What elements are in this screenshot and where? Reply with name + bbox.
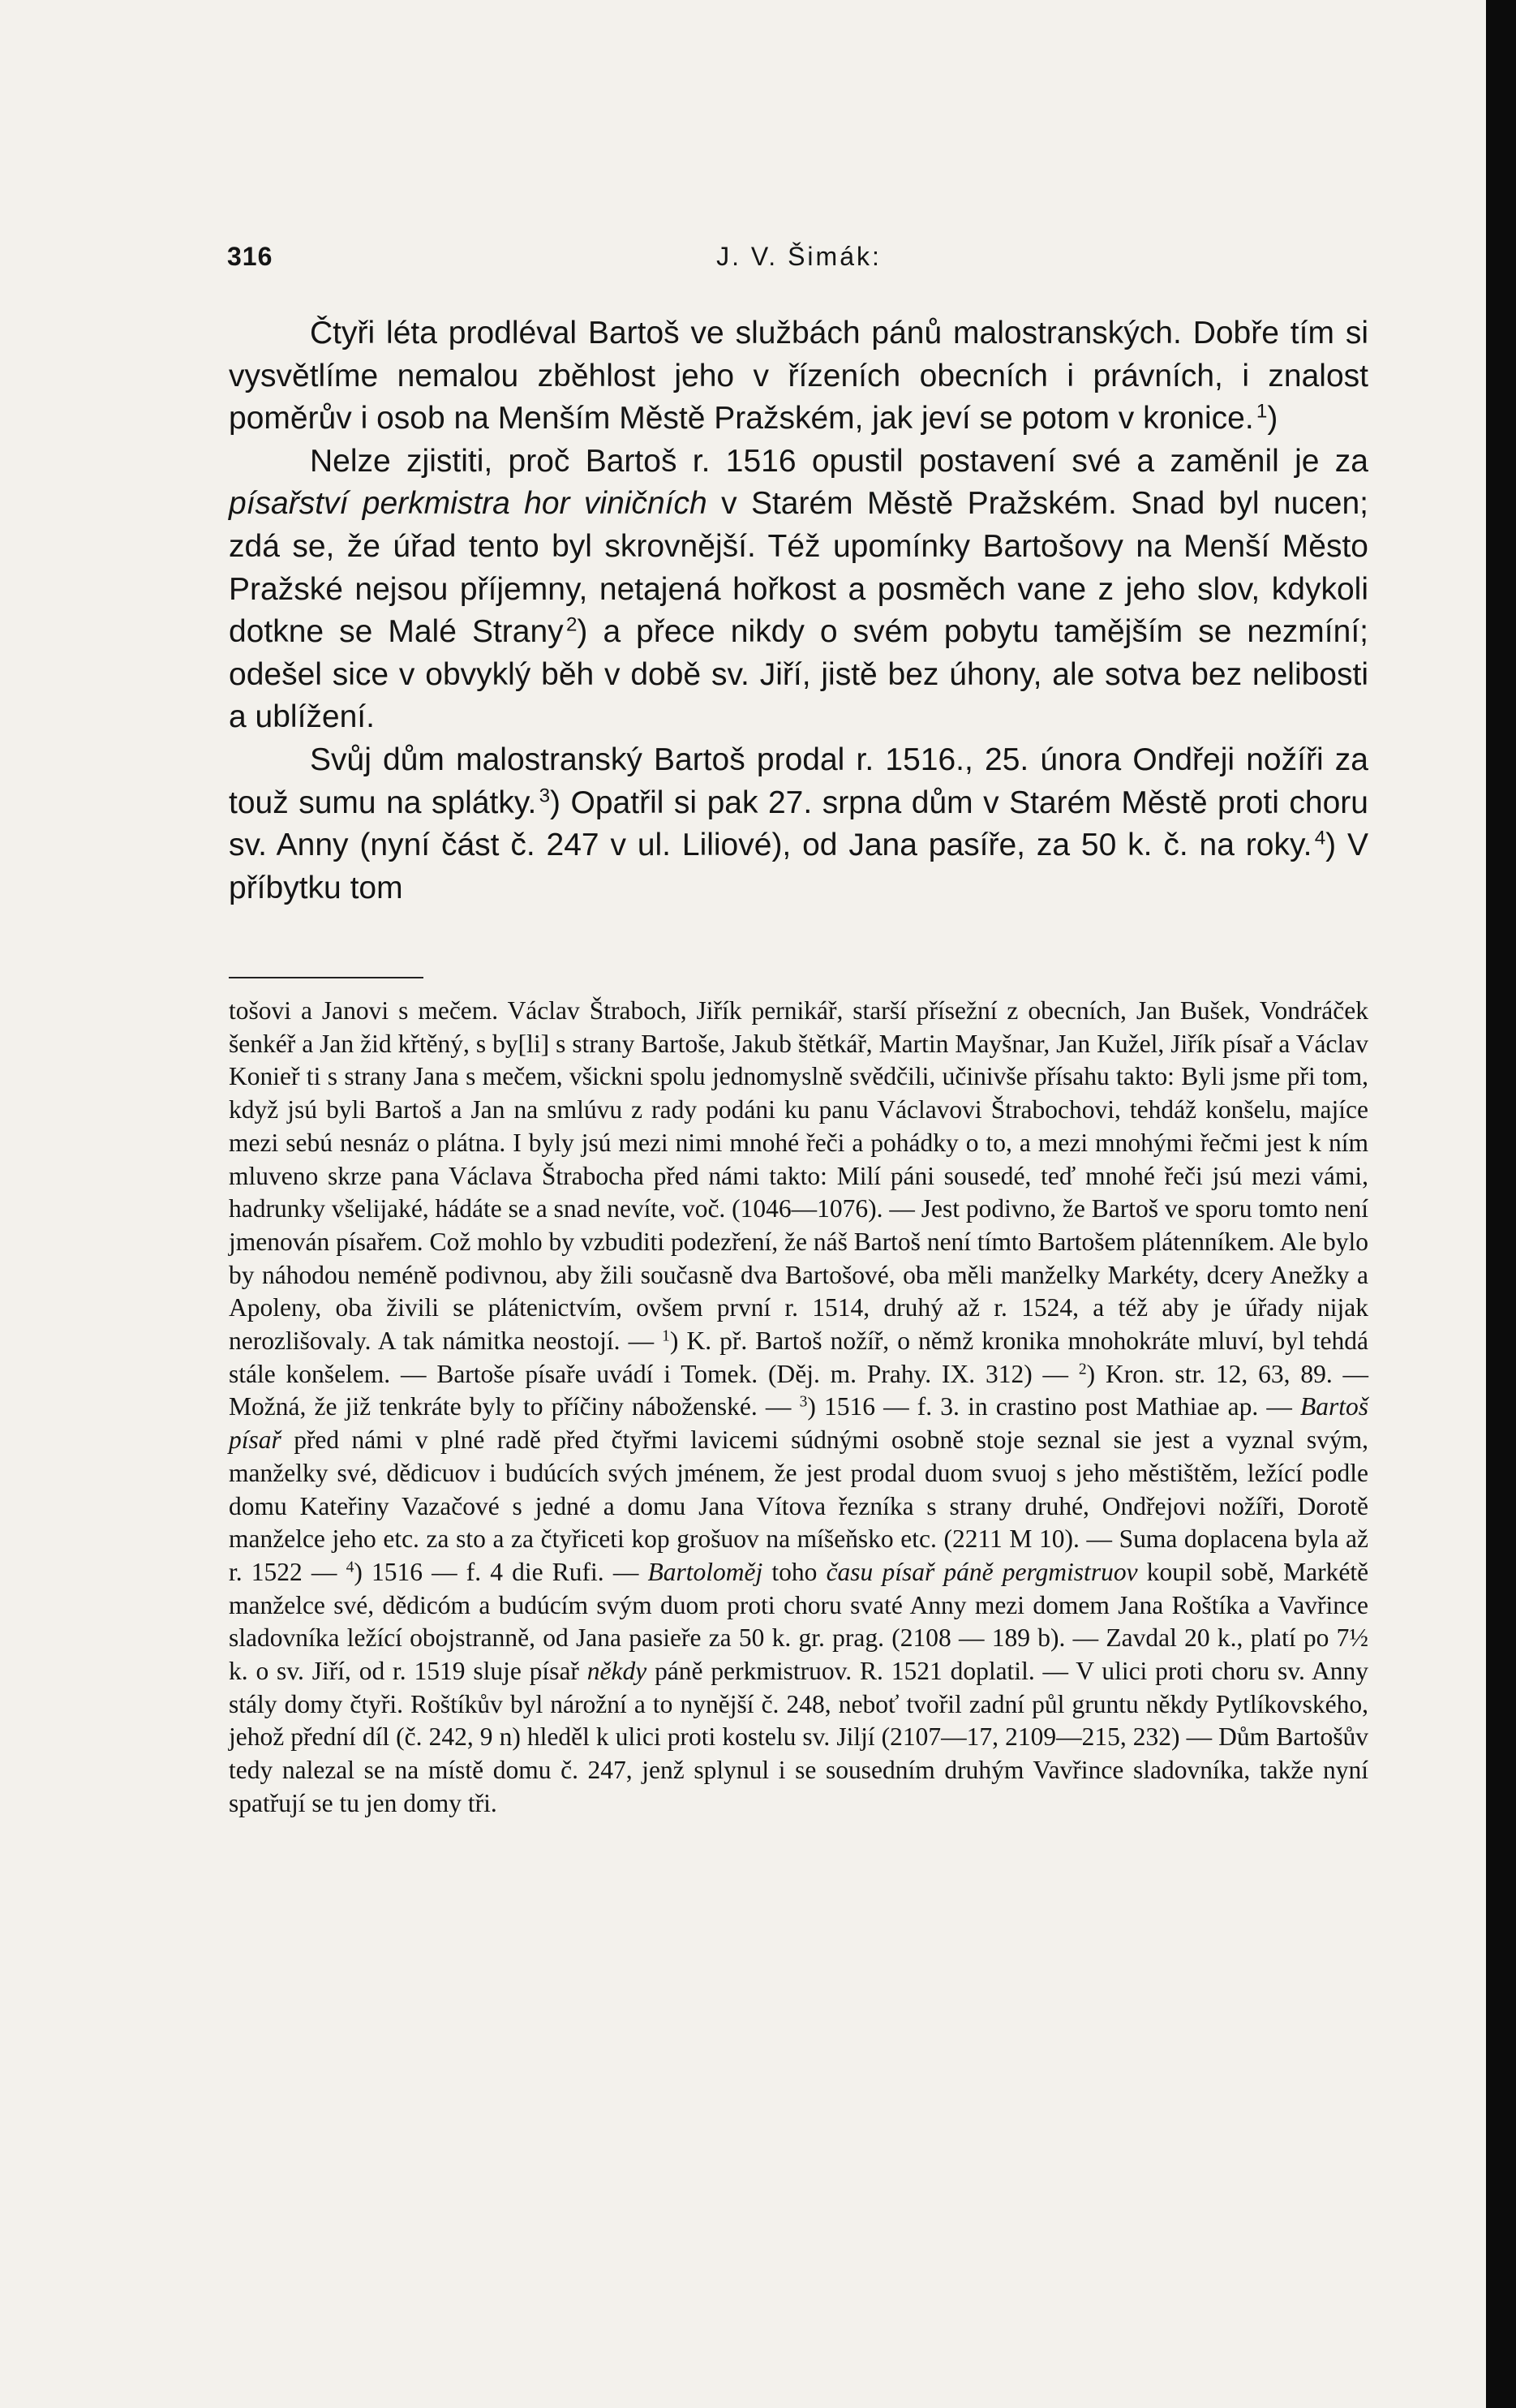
running-head: J. V. Šimák: — [716, 242, 882, 271]
footnote-seg-9: páně perkmistruov. R. 1521 doplatil. — V ulici proti choru sv. Anny stály domy čtyři. Roštíkův byl nárožní a to nynější č. 248, neboť tvořil zadní půl gruntu někdy Pytlíkovského, jehož přední díl (č. 242, 9 n) hleděl k ulici proti kostelu sv. Jiljí (2107—17, 2109—215, 232) — Dům Bartošův tedy nalezal se na místě domu č. 247, jenž splynul i se sousedním druhým Vavřince sladovníka, takže nyní spatřují se tu jen domy tři. — [229, 1657, 1368, 1817]
footnote-marker-2: 2 — [1078, 1361, 1087, 1378]
footnote-seg-4: 1516 — f. 3. in crastino post Mathiae ap. — — [824, 1392, 1292, 1421]
footnote-seg-2: K. př. Bartoš nožíř, o němž kronika mnohokráte mluví, byl tehdá stále konšelem. — Bartoše písaře uvádí i Tomek. (Děj. m. Prahy. IX. 312) — — [229, 1327, 1368, 1388]
p3-text-a: Svůj dům malostranský Bartoš prodal r. 1516., 25. února Ondřeji nožíři za touž sumu na splátky. — [229, 742, 1368, 820]
footnote-marker-4: 4 — [346, 1559, 354, 1576]
footnote-ref-4: 4 — [1314, 827, 1326, 849]
footnote-italic-2: Bartoloměj — [647, 1557, 763, 1586]
footnote-separator — [229, 977, 423, 978]
footnote-marker-1: 1 — [662, 1327, 670, 1345]
footnote-seg-6: 1516 — f. 4 die Rufi. — — [371, 1557, 639, 1586]
p2-italic: písařství perkmistra hor viničních — [229, 486, 707, 522]
footnote-seg-3: Kron. str. 12, 63, 89. — Možná, že již tenkráte byly to příčiny náboženské. — — [229, 1359, 1369, 1421]
p2-text-c: a přece nikdy o svém pobytu tamějším se nezmíní; odešel sice v obvyklý běh v době sv. Jiří, jistě bez úhony, ale sotva bez nelibosti a ublížení. — [229, 614, 1368, 735]
paragraph-3: Svůj dům malostranský Bartoš prodal r. 1516., 25. února Ondřeji nožíři za touž sumu na splátky. $^3$) Opatřil si pak 27. srpna dům v Starém Městě proti choru sv. Anny (nyní část č. 247 v ul. Liliové), od Jana pasíře, za 50 k. č. na roky. $^4$) V příbytku tom — [229, 742, 1369, 905]
footnote-block: tošovi a Janovi s mečem. Václav Štraboch, Jiřík pernikář, starší přísežní z obecních, Jan Bušek, Vondráček šenkéř a Jan žid křtěný, s by[li] s strany Bartoše, Jakub štětkář, Martin Mayšnar, Jan Kužel, Jiřík písař a Václav Konieř ti s strany Jana s mečem, všickni spolu jednomyslně svědčili, učinivše přísahu takto: Byli jsme při tom, když jsú byli Bartoš a Jan na smlúvu z rady podáni ku panu Václavovi Štrabochovi, tehdáž konšelu, majíce mezi sebú nesnáz o plátna. I byly jsú mezi nimi mnohé řeči a pohádky o to, a mezi mnohými řečmi jest k ním mluveno skrze pana Václava Štrabocha před námi takto: Milí páni sousedé, teď mnohé řeči jsú mezi vámi, hadrunky všelijaké, hádáte se a snad nevíte, voč. (1046—1076). — Jest podivno, že Bartoš ve sporu tomto není jmenován písařem. Což mohlo by vzbuditi podezření, že náš Bartoš není tímto Bartošem plátenníkem. Ale bylo by náhodou neméně podivnou, aby žili současně dva Bartošové, oba měli manželky Markéty, dcery Anežky a Apoleny, oba živili se plátenictvím, ovšem první r. 1514, druhý až r. 1524, a též aby je úřady nijak nerozlišovaly. A tak námitka neostojí. — $^1$) K. př. Bartoš nožíř, o němž kronika mnohokráte mluví, byl tehdá stále konšelem. — Bartoše písaře uvádí i Tomek. (Děj. m. Prahy. IX. 312) — $^2$) Kron. str. 12, 63, 89. — Možná, že již tenkráte byly to příčiny náboženské. — $^3$) 1516 — f. 3. in crastino post Mathiae ap. — Bartoš písař před námi v plné radě před čtyřmi lavicemi súdnými osobně stoje seznal sie jest a vyznal svým, manželky své, dědicuov i budúcích svých jménem, že jest prodal duom svuoj s jeho městištěm, ležící podle domu Kateřiny Vazačové s jedné a domu Jana Vítova řezníka s strany druhé, Ondřejovi nožíři, Dorotě manželce jeho etc. za sto a za čtyřiceti kop grošuov na míšeňsko etc. (2211 M 10). — Suma doplacena byla až r. 1522 — $^4$) 1516 — f. 4 die Rufi. — Bartoloměj toho času písař páně pergmistruov koupil sobě, Markétě manželce své, dědicóm a budúcím svým duom proti choru svaté Anny mezi domem Jana Roštíka a Vavřince sladovníka ležící obojstranně, od Jana pasieře za 50 k. gr. prag. (2108 — 189 b). — Zavdal 20 k., platí po 7½ k. o sv. Jiří, od r. 1519 sluje písař někdy páně perkmistruov. R. 1521 doplatil. — V ulici proti choru sv. Anny stály domy čtyři. Roštíkův byl nárožní a to nynější č. 248, neboť tvořil zadní půl gruntu někdy Pytlíkovského, jehož přední díl (č. 242, 9 n) hleděl k ulici proti kostelu sv. Jiljí (2107—17, 2109—215, 232) — Dům Bartošův tedy nalezal se na místě domu č. 247, jenž splynul i se sousedním druhým Vavřince sladovníka, takže nyní spatřují se tu jen domy tři. — [229, 996, 1369, 1817]
paragraph-2: Nelze zjistiti, proč Bartoš r. 1516 opustil postavení své a zaměnil je za písařství perkmistra hor viničních v Starém Městě Pražském. Snad byl nucen; zdá se, že úřad tento byl skrovnější. Též upomínky Bartošovy na Menší Město Pražské nejsou příjemny, netajená hořkost a posměch vane z jeho slov, kdykoli dotkne se Malé Strany $^2$) a přece nikdy o svém pobytu tamějším se nezmíní; odešel sice v obvyklý běh v době sv. Jiří, jistě bez úhony, ale sotva bez nelibosti a ublížení. — [229, 443, 1369, 735]
footnote-seg-5: před námi v plné radě před čtyřmi lavicemi súdnými osobně stoje seznal sie jest a vyznal svým, manželky své, dědicuov i budúcích svých jménem, že jest prodal duom svuoj s jeho městištěm, ležící podle domu Kateřiny Vazačové s jedné a domu Jana Vítova řezníka s strany druhé, Ondřejovi nožíři, Dorotě manželce jeho etc. za sto a za čtyřiceti kop grošuov na míšeňsko etc. (2211 M 10). — Suma doplacena byla až r. 1522 — — [229, 1425, 1369, 1586]
p2-text-a: Nelze zjistiti, proč Bartoš r. 1516 opustil postavení své a zaměnil je za — [310, 443, 1368, 479]
footnote-seg-7: toho — [771, 1557, 818, 1586]
footnote-marker-3: 3 — [799, 1393, 808, 1411]
footnote-seg-1: tošovi a Janovi s mečem. Václav Štraboch, Jiřík pernikář, starší přísežní z obecních, Jan Bušek, Vondráček šenkéř a Jan žid křtěný, s by[li] s strany Bartoše, Jakub štětkář, Martin Mayšnar, Jan Kužel, Jiřík písař a Václav Konieř ti s strany Jana s mečem, všickni spolu jednomyslně svědčili, učinivše přísahu takto: Byli jsme při tom, když jsú byli Bartoš a Jan na smlúvu z rady podáni ku panu Václavovi Štrabochovi, tehdáž konšelu, majíce mezi sebú nesnáz o plátna. I byly jsú mezi nimi mnohé řeči a pohádky o to, a mezi mnohými řečmi jest k ním mluveno skrze pana Václava Štrabocha před námi takto: Milí páni sousedé, teď mnohé řeči jsú mezi vámi, hadrunky všelijaké, hádáte se a snad nevíte, voč. (1046—1076). — Jest podivno, že Bartoš ve sporu tomto není jmenován písařem. Což mohlo by vzbuditi podezření, že náš Bartoš není tímto Bartošem plátenníkem. Ale bylo by náhodou neméně podivnou, aby žili současně dva Bartošové, oba měli manželky Markéty, dcery Anežky a Apoleny, oba živili se plátenictvím, ovšem první r. 1514, druhý až r. 1524, a též aby je úřady nijak nerozlišovaly. A tak námitka neostojí. — — [229, 996, 1368, 1356]
scan-edge — [1486, 0, 1516, 2408]
p2-text-b: v Starém Městě Pražském. Snad byl nucen; zdá se, že úřad tento byl skrovnější. Též upomínky Bartošovy na Menší Město Pražské nejsou příjemny, netajená hořkost a posměch vane z jeho slov, kdykoli dotkne se Malé Strany — [229, 486, 1369, 650]
footnotes — [229, 995, 1368, 1821]
p3-text-b: Opatřil si pak 27. srpna dům v Starém Městě proti choru sv. Anny (nyní část č. 247 v ul. Liliové), od Jana pasíře, za 50 k. č. na roky. — [229, 785, 1368, 863]
footnote-italic-3: času písař páně pergmistruov — [826, 1557, 1138, 1586]
page-number: 316 — [227, 242, 273, 271]
footnote-italic-1: Bartoš písař — [229, 1392, 1369, 1455]
footnote-ref-1: 1 — [1256, 400, 1268, 423]
footnote-ref-3: 3 — [539, 785, 551, 807]
main-text — [229, 312, 1368, 909]
page-header — [227, 242, 1371, 277]
footnote-ref-2: 2 — [565, 613, 578, 636]
paragraph-1: Čtyři léta prodléval Bartoš ve službách pánů malostranských. Dobře tím si vysvětlíme nemalou zběhlost jeho v řízeních obecních i právních, i znalost poměrův i osob na Menším Městě Pražském, jak jeví se potom v kronice. $^1$) — [229, 316, 1368, 436]
footnote-seg-8: koupil sobě, Markétě manželce své, dědicóm a budúcím svým duom proti choru svaté Anny mezi domem Jana Roštíka a Vavřince sladovníka ležící obojstranně, od Jana pasieře za 50 k. gr. prag. (2108 — 189 b). — Zavdal 20 k., platí po 7½ k. o sv. Jiří, od r. 1519 sluje písař — [229, 1557, 1369, 1686]
footnote-italic-4: někdy — [586, 1657, 647, 1686]
p3-text-c: V příbytku tom — [229, 828, 1369, 905]
p1-text: Čtyři léta prodléval Bartoš ve službách pánů malostranských. Dobře tím si vysvětlíme nemalou zběhlost jeho v řízeních obecních i právních, i znalost poměrův i osob na Menším Městě Pražském, jak jeví se potom v kronice. — [229, 316, 1368, 436]
